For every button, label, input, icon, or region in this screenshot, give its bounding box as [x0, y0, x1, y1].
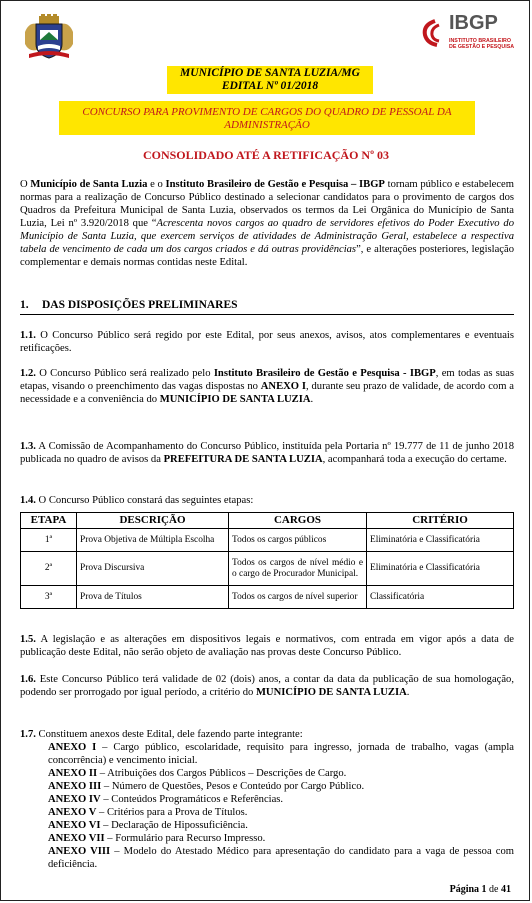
list-item: ANEXO IV – Conteúdos Programáticos e Referências. [48, 794, 284, 805]
list-item: ANEXO VII – Formulário para Recurso Impresso. [48, 833, 266, 844]
table-header-cell: ETAPA [21, 513, 77, 529]
table-cell: Eliminatória e Classificatória [367, 552, 514, 586]
concurso-title: CONCURSO PARA PROVIMENTO DE CARGOS DO QUADRO DE PESSOAL DA ADMINISTRAÇÃO [59, 101, 475, 135]
list-item: ANEXO II – Atribuições dos Cargos Públicos – Descrições de Cargo. [48, 768, 347, 779]
section-title: 1. DAS DISPOSIÇÕES PRELIMINARES [20, 299, 514, 315]
list-item: ANEXO V – Critérios para a Prova de Títulos. [48, 807, 248, 818]
item-1-4: 1.4. O Concurso Público constará das seguintes etapas: [20, 495, 254, 506]
table-cell: Todos os cargos de nível superior [229, 586, 367, 609]
table-row [21, 529, 514, 552]
item-1-6: 1.6. Este Concurso Público terá validade de 02 (dois) anos, a contar da data da publicação de sua homologação, podendo ser prorrogado por igual período, a critério do MUNICÍPIO DE SANTA LUZIA. [20, 674, 514, 698]
table-cell: Prova Discursiva [77, 552, 229, 586]
municipal-crest-icon [23, 14, 75, 60]
list-item: ANEXO I – Cargo público, escolaridade, requisito para ingresso, jornada de trabalho, vagas (ampla concorrência) e vencimento inicial. [48, 742, 514, 766]
edital-title-box [167, 66, 373, 94]
ibgp-logo [421, 12, 517, 57]
item-1-5: 1.5. A legislação e as alterações em dispositivos legais e normativos, com entrada em vigor após a data de publicação deste Edital, não serão objeto de avaliação nas provas deste Concurso Público. [20, 634, 514, 658]
municipio-line: MUNICÍPIO DE SANTA LUZIA/MG [180, 67, 360, 79]
item-1-1: 1.1. O Concurso Público será regido por este Edital, por seus anexos, avisos, atos complementares e eventuais retificações. [20, 330, 514, 354]
table-row [21, 586, 514, 609]
anexos-list [48, 741, 514, 871]
table-cell: Classificatória [367, 586, 514, 609]
list-item: ANEXO III – Número de Questões, Pesos e Conteúdo por Cargo Público. [48, 781, 365, 792]
list-item: ANEXO VI – Declaração de Hipossuficiência. [48, 820, 248, 831]
item-1-2: 1.2. O Concurso Público será realizado pelo Instituto Brasileiro de Gestão e Pesquisa - IBGP, em todas as suas etapas, visando o preenchimento das vagas dispostas no ANEXO I, durante seu prazo de validade, de acordo com a necessidade e a conveniência do MUNICÍPIO DE SANTA LUZIA. [20, 368, 514, 405]
table-cell: 3ª [21, 586, 77, 609]
etapas-table [20, 512, 514, 609]
item-1-3: 1.3. A Comissão de Acompanhamento do Concurso Público, instituída pela Portaria nº 19.777 de 11 de junho 2018 publicada no quadro de avisos da PREFEITURA DE SANTA LUZIA, acompanhará toda a execução do certame. [20, 441, 514, 465]
table-cell: Todos os cargos de nível médio e o cargo de Procurador Municipal. [229, 552, 367, 586]
table-header-cell: CRITÉRIO [367, 513, 514, 529]
table-cell: Eliminatória e Classificatória [367, 529, 514, 552]
page-number: Página 1 de 41 [449, 884, 511, 895]
item-1-7: 1.7. Constituem anexos deste Edital, dele fazendo parte integrante: [20, 729, 303, 740]
table-header-cell: CARGOS [229, 513, 367, 529]
table-header-cell: DESCRIÇÃO [77, 513, 229, 529]
table-cell: 1ª [21, 529, 77, 552]
edital-line: EDITAL Nº 01/2018 [221, 80, 319, 92]
table-cell: Todos os cargos públicos [229, 529, 367, 552]
intro-paragraph: O Município de Santa Luzia e o Instituto Brasileiro de Gestão e Pesquisa – IBGP tornam público e estabelecem normas para a realização de Concurso Público destinado a selecionar candidatos para o provimento de cargos dos Quadros da Prefeitura Municipal de Santa Luzia, observados os termos da Lei Orgânica do Município de Santa Luzia, Lei nº 3.920/2018 que “Acrescenta novos cargos ao quadro de servidores efetivos do Poder Executivo do Município de Santa Luzia, que exercem serviços de atividades de Administração Geral, estabelece a respectiva tabela de vencimento de cada um dos cargos criados e dá outras providências”, e alterações posteriores, legislação complementar e demais normas contidas neste Edital. [20, 179, 515, 268]
list-item: ANEXO VIII – Modelo do Atestado Médico para apresentação do candidato para a vaga de pessoa com deficiência. [48, 846, 514, 870]
table-row [21, 552, 514, 586]
ibgp-logo-subtitle: INSTITUTO BRASILEIRO DE GESTÃO E PESQUISA [449, 38, 515, 50]
table-header-row [21, 513, 514, 529]
ibgp-mark-icon [421, 19, 443, 47]
ibgp-logo-text: IBGP [449, 12, 498, 34]
consolidado-heading: CONSOLIDADO ATÉ A RETIFICAÇÃO Nº 03 [142, 148, 390, 162]
table-cell: Prova Objetiva de Múltipla Escolha [77, 529, 229, 552]
table-cell: 2ª [21, 552, 77, 586]
table-cell: Prova de Títulos [77, 586, 229, 609]
